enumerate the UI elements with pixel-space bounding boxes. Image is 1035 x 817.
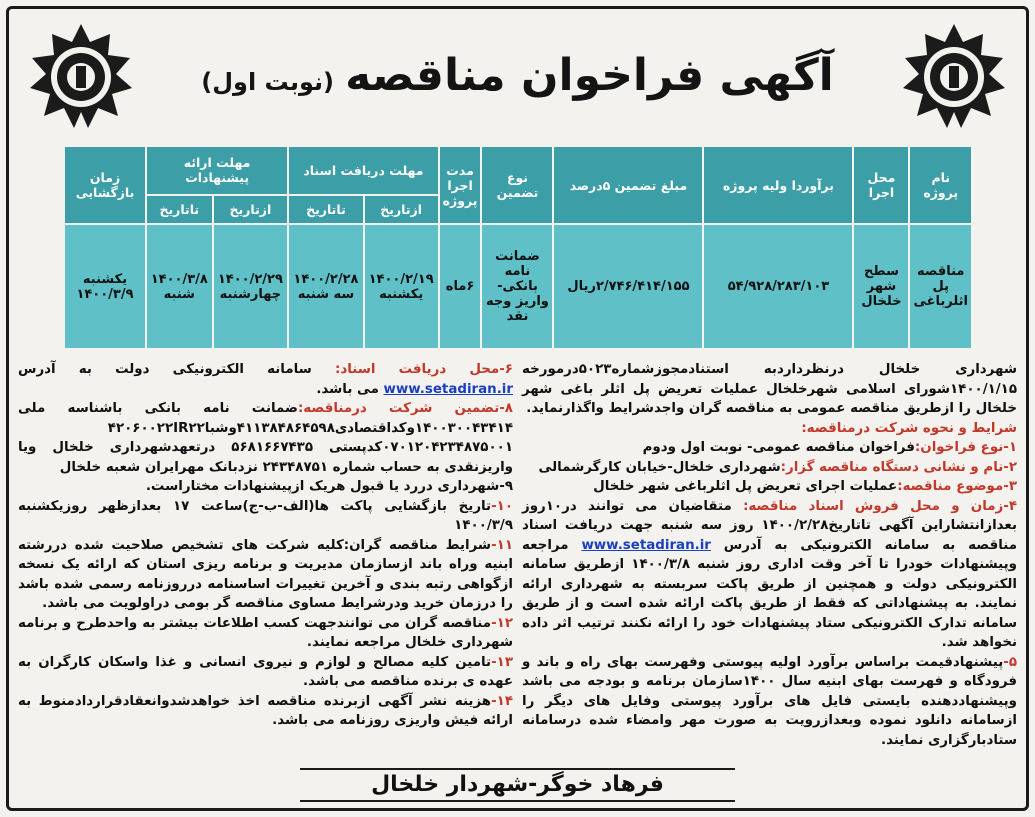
item-13-label: ۱۳- — [491, 654, 513, 670]
item-11-text: شرایط مناقصه گران:کلیه شرکت های تشخیص صلاحیت شده دررشته ابنیه وراه باند ازسازمان مدیریت و برنامه ریزی استان که ارائه یک نسخه ازگواهی رتبه بندی و آخرین تغییرات اساسنامه درروزنامه رسمی شده باشد را درزمان خرید ودرشرایط مساوی مناقصه گر بومی دراولویت می باشد. — [18, 537, 513, 611]
item-6-tail: می باشد. — [316, 381, 379, 397]
cell-project-name: مناقصه پل اثلرباغی — [909, 224, 972, 349]
table-header-row — [64, 146, 972, 195]
col-header-estimate: برآوردا ولیه پروژه — [703, 146, 853, 224]
item-3-text: عملیات اجرای تعریض پل اثلرباغی شهر خلخال — [593, 479, 898, 494]
item-11 — [18, 536, 513, 614]
item-14-label: ۱۴- — [491, 693, 513, 709]
cell-guarantee-amount: ۲/۷۴۶/۴۱۴/۱۵۵ریال — [553, 224, 703, 349]
item-11-label: ۱۱- — [491, 537, 513, 553]
col-header-guarantee-type: نوع تضمین — [481, 146, 553, 224]
item-4-text-a: متقاضیان می توانند در۱۰روز بعدازانتشاراین آگهی تاتاریخ۱۴۰۰/۲/۲۸ روز سه شنبه جهت دریافت اسناد مناقصه به سامانه الکترونیکی به آدرس — [522, 498, 1018, 553]
tender-table — [63, 145, 973, 350]
item-6-label: ۶-محل دریافت اسناد: — [334, 362, 513, 377]
item-4 — [522, 497, 1017, 653]
title-round: (نوبت اول) — [201, 68, 334, 96]
item-8-text: ضمانت نامه بانکی باشناسه ملی ۱۴۰۰۳۰۰۴۳۴۱۴وکداقتصادی۴۱۱۳۸۴۸۶۴۵۹۸وشبا۴۲۰۶۰۰۲۲IR۲۲ ۰۷۰۱۲۰۴۲۳۴۸۷۵۰۰۱کدپستی ۵۶۸۱۶۶۷۴۳۵ درتعهدشهرداری خلخال ویا واریزنقدی به حساب شماره ۲۴۳۴۸۷۵۱ نزدبانک مهرایران شعبه خلخال — [18, 401, 513, 475]
col-header-submit-to: تاتاریخ — [146, 195, 213, 224]
col-header-doc-from: ازتاریخ — [364, 195, 439, 224]
setadiran-link[interactable]: www.setadiran.ir — [383, 381, 513, 397]
signature: فرهاد خوگر-شهردار خلخال — [300, 768, 735, 802]
item-14 — [18, 692, 513, 731]
item-5 — [522, 653, 1017, 751]
item-3 — [522, 477, 1017, 497]
left-column — [18, 360, 513, 731]
item-3-label: ۳-موضوع مناقصه: — [897, 479, 1017, 494]
item-8-label: ۸-تضمین شرکت درمناقصه: — [297, 401, 513, 416]
item-14-text: هزینه نشر آگهی ازبرنده مناقصه اخذ خواهدشدوانعقادقراردادمنوط به ارائه فیش واریزی روزنامه می باشد. — [18, 693, 513, 728]
setadiran-link[interactable]: www.setadiran.ir — [581, 537, 711, 553]
right-column — [522, 360, 1017, 750]
item-4-label: ۴-زمان و محل فروش اسناد مناقصه: — [743, 498, 1017, 514]
item-4-text-b: مراجعه وپیشنهادات خودرا تا آخر وقت اداری روز شنبه ۱۴۰۰/۳/۸ ازطریق سامانه الکترونیکی دولت و همچنین از طریق پاکت سربسته به شهرداری ارائه نمایند. به پیشنهاداتی که فقط از طریق پاکت ارائه شده است و از طریق سامانه تدارک الکترونیکی ستاد پیشنهادات خود را ارائه نکنند ترتیب اثر داده نخواهد شد. — [522, 537, 1017, 650]
col-header-location: محل اجرا — [853, 146, 909, 224]
item-2-label: ۲-نام و نشانی دستگاه مناقصه گزار: — [780, 459, 1017, 475]
item-12 — [18, 614, 513, 653]
item-10-text: تاریخ بازگشایی پاکت ها(الف-ب-ج)ساعت ۱۷ بعدازظهر روزیکشنبه ۱۴۰۰/۳/۹ — [18, 498, 513, 533]
intro-paragraph: شهرداری خلخال درنظرداردبه استنادمجوزشماره۵۰۲۳درمورخه ۱۴۰۰/۱/۱۵شورای اسلامی شهرخلخال عملیات تعریض پل اثلر باغی شهر خلخال را ازطریق مناقصه عمومی به مناقصه گران واجدشرایط واگذارنماید. — [522, 362, 1017, 416]
cell-doc-to: ۱۴۰۰/۲/۲۸ سه شنبه — [288, 224, 363, 349]
item-10-label: ۱۰- — [491, 498, 513, 514]
col-header-opening: زمان بازگشایی — [64, 146, 146, 224]
item-13-text: تامین کلیه مصالح و لوازم و نیروی انسانی و غذا واسکان کارگران به عهده ی برنده مناقصه می باشد. — [18, 654, 513, 689]
col-header-doc-to: تاتاریخ — [288, 195, 363, 224]
item-10 — [18, 497, 513, 536]
item-12-label: ۱۲- — [491, 615, 513, 631]
item-1-label: ۱-نوع فراخوان: — [914, 440, 1017, 455]
cell-opening: یکشنبه ۱۴۰۰/۳/۹ — [64, 224, 146, 349]
municipal-logo-icon — [899, 22, 1009, 132]
col-header-submit-deadline: مهلت ارائه پیشنهادات — [146, 146, 288, 195]
cell-submit-from: ۱۴۰۰/۲/۲۹ چهارشنبه — [213, 224, 289, 349]
item-2-text: شهرداری خلخال-خیابان کارگرشمالی — [538, 459, 781, 475]
item-1 — [522, 438, 1017, 458]
municipal-logo-icon — [26, 22, 136, 132]
col-header-guarantee-amount: مبلغ تضمین ۵درصد — [553, 146, 703, 224]
item-6 — [18, 360, 513, 399]
cell-location: سطح شهر خلخال — [853, 224, 909, 349]
cell-duration: ۶ماه — [439, 224, 482, 349]
cell-submit-to: ۱۴۰۰/۳/۸ شنبه — [146, 224, 213, 349]
body-text — [18, 360, 1017, 768]
cell-doc-from: ۱۴۰۰/۲/۱۹ یکشنبه — [364, 224, 439, 349]
table-row — [64, 224, 972, 349]
cell-guarantee-type: ضمانت نامه بانکی- واریز وجه نقد — [481, 224, 553, 349]
item-2 — [522, 458, 1017, 478]
conditions-heading: شرایط و نحوه شرکت درمناقصه: — [801, 420, 1017, 436]
item-5-label: ۵- — [1003, 654, 1017, 670]
title-main: آگهی فراخوان مناقصه — [345, 50, 834, 101]
item-12-text: مناقصه گران می توانندجهت کسب اطلاعات بیشتر به واحدطرح و برنامه شهرداری خلخال مراجعه نمایند. — [18, 615, 513, 650]
cell-estimate: ۵۴/۹۲۸/۲۸۳/۱۰۳ — [703, 224, 853, 349]
item-1-text: فراخوان مناقصه عمومی- نوبت اول ودوم — [642, 440, 915, 455]
col-header-project-name: نام پروژه — [909, 146, 972, 224]
item-13 — [18, 653, 513, 692]
item-5-text: پیشنهادقیمت براساس برآورد اولیه پیوستی وفهرست بهای راه و باند و فرودگاه و فهرست بهای ابنیه سال ۱۴۰۰سازمان برنامه و بودجه می باشد وپیشنهاددهنده بایستی فایل های برآورد پیوستی وفایل های دیگر را ازسامانه دانلود نموده وبعدازرویت به صورت مهر وامضاء شده درسامانه ستادبارگزاری نمایند. — [522, 654, 1017, 748]
item-6-text: سامانه الکترونیکی دولت به آدرس — [18, 362, 312, 377]
col-header-duration: مدت اجرا پروژه — [439, 146, 482, 224]
item-8 — [18, 399, 513, 477]
col-header-doc-deadline: مهلت دریافت اسناد — [288, 146, 438, 195]
item-9: ۹-شهرداری دررد یا قبول هریک ازپیشنهادات مختاراست. — [145, 479, 513, 494]
col-header-submit-from: ازتاریخ — [213, 195, 289, 224]
page-title — [200, 50, 835, 130]
